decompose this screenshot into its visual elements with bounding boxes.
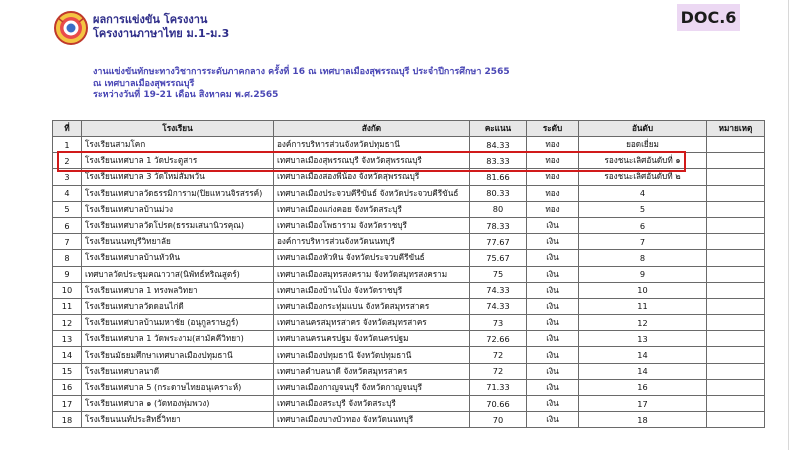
cell-no: 18 — [53, 412, 82, 428]
cell-note — [707, 412, 765, 428]
cell-rank: 11 — [579, 298, 707, 314]
cell-rank: 17 — [579, 396, 707, 412]
cell-school: โรงเรียนเทศบาลนาดี — [82, 363, 274, 379]
cell-level: เงิน — [527, 412, 579, 428]
cell-school: โรงเรียนเทศบาล 1 วัดพระงาม(สามัคคีวิทยา) — [82, 331, 274, 347]
cell-no: 17 — [53, 396, 82, 412]
page-subtitle: โครงงานภาษาไทย ม.1-ม.3 — [93, 27, 230, 40]
col-header-school: โรงเรียน — [82, 121, 274, 137]
cell-rank: 10 — [579, 282, 707, 298]
cell-no: 6 — [53, 217, 82, 233]
cell-level: เงิน — [527, 217, 579, 233]
cell-rank: 13 — [579, 331, 707, 347]
cell-note — [707, 250, 765, 266]
cell-school: เทศบาลวัดประชุมคณาวาส(นิพัทธ์หริณสูตร์) — [82, 266, 274, 282]
cell-rank: 18 — [579, 412, 707, 428]
cell-score: 75.67 — [470, 250, 527, 266]
table-row — [53, 331, 765, 347]
table-row — [53, 250, 765, 266]
table-row — [53, 169, 765, 185]
cell-score: 75 — [470, 266, 527, 282]
cell-no: 7 — [53, 234, 82, 250]
cell-affiliation: เทศบาลเมืองปทุมธานี จังหวัดปทุมธานี — [274, 347, 470, 363]
cell-affiliation: องค์การบริหารส่วนจังหวัดปทุมธานี — [274, 137, 470, 153]
event-line-1: งานแข่งขันทักษะทางวิชาการระดับภาคกลาง ครั้งที่ 16 ณ เทศบาลเมืองสุพรรณบุรี ประจำปีการศึกษา 2565 — [93, 67, 510, 77]
cell-affiliation: องค์การบริหารส่วนจังหวัดนนทบุรี — [274, 234, 470, 250]
cell-score: 81.66 — [470, 169, 527, 185]
cell-rank: 14 — [579, 347, 707, 363]
cell-note — [707, 201, 765, 217]
cell-score: 77.67 — [470, 234, 527, 250]
cell-no: 12 — [53, 315, 82, 331]
cell-rank: รองชนะเลิศอันดับที่ ๑ — [579, 153, 707, 169]
cell-note — [707, 185, 765, 201]
cell-school: โรงเรียนนนทบุรีวิทยาลัย — [82, 234, 274, 250]
cell-score: 72 — [470, 363, 527, 379]
cell-affiliation: เทศบาลเมืองสองพี่น้อง จังหวัดสุพรรณบุรี — [274, 169, 470, 185]
cell-level: ทอง — [527, 201, 579, 217]
event-line-3: ระหว่างวันที่ 19-21 เดือน สิงหาคม พ.ศ.2565 — [93, 90, 279, 100]
cell-rank: 9 — [579, 266, 707, 282]
cell-school: โรงเรียนเทศบาลบ้านมหาชัย (อนุกูลราษฎร์) — [82, 315, 274, 331]
table-row — [53, 396, 765, 412]
cell-affiliation: เทศบาลเมืองบ้านโป่ง จังหวัดราชบุรี — [274, 282, 470, 298]
event-info — [93, 67, 510, 102]
cell-score: 71.33 — [470, 379, 527, 395]
cell-score: 83.33 — [470, 153, 527, 169]
cell-affiliation: เทศบาลนครนครปฐม จังหวัดนครปฐม — [274, 331, 470, 347]
organization-logo — [54, 10, 88, 46]
cell-no: 4 — [53, 185, 82, 201]
cell-affiliation: เทศบาลเมืองแก่งคอย จังหวัดสระบุรี — [274, 201, 470, 217]
cell-level: ทอง — [527, 137, 579, 153]
page-edge-divider — [788, 0, 789, 450]
col-header-no: ที่ — [53, 121, 82, 137]
results-table-container — [52, 120, 764, 428]
cell-school: โรงเรียนเทศบาลวัดโปรด(ธรรมเสนานิวรคุณ) — [82, 217, 274, 233]
cell-school: โรงเรียนเทศบาลวัดธรรมิการาม(ปิยแหวนจิรสรรค์) — [82, 185, 274, 201]
cell-school: โรงเรียนสามโคก — [82, 137, 274, 153]
cell-no: 14 — [53, 347, 82, 363]
cell-level: ทอง — [527, 185, 579, 201]
col-header-score: คะแนน — [470, 121, 527, 137]
cell-no: 10 — [53, 282, 82, 298]
cell-rank: 5 — [579, 201, 707, 217]
cell-score: 74.33 — [470, 298, 527, 314]
cell-level: เงิน — [527, 282, 579, 298]
table-row — [53, 234, 765, 250]
cell-note — [707, 234, 765, 250]
cell-school: โรงเรียนเทศบาล 1 วัดประตูสาร — [82, 153, 274, 169]
cell-score: 70.66 — [470, 396, 527, 412]
cell-no: 15 — [53, 363, 82, 379]
table-row — [53, 347, 765, 363]
cell-rank: รองชนะเลิศอันดับที่ ๒ — [579, 169, 707, 185]
table-row — [53, 412, 765, 428]
cell-no: 11 — [53, 298, 82, 314]
cell-rank: ยอดเยี่ยม — [579, 137, 707, 153]
cell-score: 70 — [470, 412, 527, 428]
cell-score: 72 — [470, 347, 527, 363]
cell-level: เงิน — [527, 315, 579, 331]
cell-score: 73 — [470, 315, 527, 331]
table-header-row — [53, 121, 765, 137]
cell-affiliation: เทศบาลเมืองหัวหิน จังหวัดประจวบคีรีขันธ์ — [274, 250, 470, 266]
cell-level: เงิน — [527, 331, 579, 347]
cell-school: โรงเรียนนนท์ประสิทธิ์วิทยา — [82, 412, 274, 428]
page-title: ผลการแข่งขัน โครงงาน — [93, 13, 208, 26]
table-row — [53, 266, 765, 282]
cell-score: 78.33 — [470, 217, 527, 233]
cell-level: เงิน — [527, 250, 579, 266]
cell-school: โรงเรียนเทศบาล 3 วัดใหม่สัมพวัน — [82, 169, 274, 185]
table-row — [53, 315, 765, 331]
cell-affiliation: เทศบาลเมืองสมุทรสงคราม จังหวัดสมุทรสงคราม — [274, 266, 470, 282]
cell-level: เงิน — [527, 396, 579, 412]
cell-level: เงิน — [527, 266, 579, 282]
cell-no: 8 — [53, 250, 82, 266]
cell-no: 16 — [53, 379, 82, 395]
table-row — [53, 137, 765, 153]
cell-school: โรงเรียนเทศบาล 5 (กระดาษไทยอนุเคราะห์) — [82, 379, 274, 395]
table-row — [53, 185, 765, 201]
cell-level: เงิน — [527, 347, 579, 363]
table-row — [53, 217, 765, 233]
cell-rank: 6 — [579, 217, 707, 233]
cell-rank: 14 — [579, 363, 707, 379]
table-body — [53, 137, 765, 428]
cell-score: 74.33 — [470, 282, 527, 298]
cell-rank: 12 — [579, 315, 707, 331]
results-table — [52, 120, 765, 428]
cell-affiliation: เทศบาลเมืองประจวบคีรีขันธ์ จังหวัดประจวบคีรีขันธ์ — [274, 185, 470, 201]
cell-affiliation: เทศบาลนครสมุทรสาคร จังหวัดสมุทรสาคร — [274, 315, 470, 331]
cell-school: โรงเรียนมัธยมศึกษาเทศบาลเมืองปทุมธานี — [82, 347, 274, 363]
col-header-affiliation: สังกัด — [274, 121, 470, 137]
cell-score: 80 — [470, 201, 527, 217]
cell-school: โรงเรียนเทศบาล 1 ทรงพลวิทยา — [82, 282, 274, 298]
cell-no: 5 — [53, 201, 82, 217]
cell-rank: 16 — [579, 379, 707, 395]
cell-affiliation: เทศบาลเมืองบางบัวทอง จังหวัดนนทบุรี — [274, 412, 470, 428]
cell-affiliation: เทศบาลเมืองโพธาราม จังหวัดราชบุรี — [274, 217, 470, 233]
table-row — [53, 363, 765, 379]
table-row — [53, 153, 765, 169]
cell-level: เงิน — [527, 234, 579, 250]
cell-affiliation: เทศบาลเมืองสุพรรณบุรี จังหวัดสุพรรณบุรี — [274, 153, 470, 169]
cell-note — [707, 298, 765, 314]
cell-level: ทอง — [527, 153, 579, 169]
cell-no: 1 — [53, 137, 82, 153]
cell-school: โรงเรียนเทศบาลบ้านหัวหิน — [82, 250, 274, 266]
event-line-2: ณ เทศบาลเมืองสุพรรณบุรี — [93, 78, 195, 89]
cell-score: 80.33 — [470, 185, 527, 201]
cell-note — [707, 153, 765, 169]
cell-level: เงิน — [527, 298, 579, 314]
cell-level: ทอง — [527, 169, 579, 185]
col-header-note: หมายเหตุ — [707, 121, 765, 137]
col-header-level: ระดับ — [527, 121, 579, 137]
cell-no: 9 — [53, 266, 82, 282]
cell-note — [707, 282, 765, 298]
cell-rank: 7 — [579, 234, 707, 250]
cell-affiliation: เทศบาลเมืองสระบุรี จังหวัดสระบุรี — [274, 396, 470, 412]
doc-label-badge: DOC.6 — [677, 4, 740, 31]
title-block — [93, 13, 229, 41]
table-row — [53, 379, 765, 395]
cell-note — [707, 137, 765, 153]
cell-note — [707, 379, 765, 395]
cell-score: 84.33 — [470, 137, 527, 153]
cell-school: โรงเรียนเทศบาลบ้านม่วง — [82, 201, 274, 217]
table-row — [53, 201, 765, 217]
cell-affiliation: เทศบาลตำบลนาดี จังหวัดสมุทรสาคร — [274, 363, 470, 379]
cell-affiliation: เทศบาลเมืองกาญจนบุรี จังหวัดกาญจนบุรี — [274, 379, 470, 395]
cell-level: เงิน — [527, 363, 579, 379]
cell-school: โรงเรียนเทศบาล ๑ (วัดทองพุ่มพวง) — [82, 396, 274, 412]
cell-note — [707, 347, 765, 363]
cell-no: 2 — [53, 153, 82, 169]
cell-score: 72.66 — [470, 331, 527, 347]
cell-rank: 8 — [579, 250, 707, 266]
cell-rank: 4 — [579, 185, 707, 201]
cell-note — [707, 363, 765, 379]
cell-no: 3 — [53, 169, 82, 185]
table-row — [53, 298, 765, 314]
cell-note — [707, 266, 765, 282]
cell-note — [707, 396, 765, 412]
cell-note — [707, 217, 765, 233]
cell-note — [707, 315, 765, 331]
col-header-rank: อันดับ — [579, 121, 707, 137]
cell-school: โรงเรียนเทศบาลวัดดอนไก่ดี — [82, 298, 274, 314]
cell-note — [707, 169, 765, 185]
cell-level: เงิน — [527, 379, 579, 395]
cell-note — [707, 331, 765, 347]
cell-affiliation: เทศบาลเมืองกระทุ่มแบน จังหวัดสมุทรสาคร — [274, 298, 470, 314]
table-row — [53, 282, 765, 298]
cell-no: 13 — [53, 331, 82, 347]
